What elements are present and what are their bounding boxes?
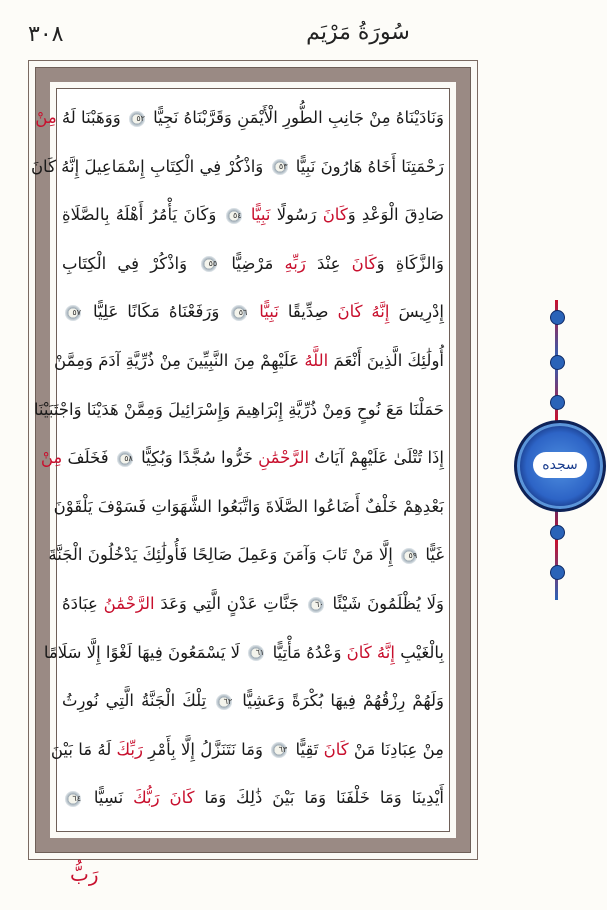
text-segment: إِدْرِيسَ (389, 302, 444, 322)
text-line (62, 582, 444, 626)
text-segment: بَعْدِهِمْ خَلْفٌ أَضَاعُوا الصَّلَاةَ وَاتَّبَعُوا الشَّهَوَاتِ فَسَوْفَ يَلْقَوْنَ (53, 496, 444, 516)
highlighted-word: كَانَ (322, 205, 348, 225)
text-line (62, 242, 444, 286)
text-segment: وَرَفَعْنَاهُ مَكَانًا عَلِيًّا (84, 302, 229, 322)
text-line (35, 96, 444, 140)
highlighted-word: نَبِيًّا (250, 205, 271, 225)
text-segment: حَمَلْنَا مَعَ نُوحٍ وَمِنْ ذُرِّيَّةِ إِبْرَاهِيمَ وَإِسْرَائِيلَ وَمِمَّنْ هَدَيْنَا وَاجْتَبَيْنَا (33, 399, 444, 419)
text-segment: عِنْدَ (305, 253, 352, 273)
text-line (48, 533, 444, 577)
text-segment: بِالْغَيْبِ (394, 642, 444, 662)
highlighted-word: الرَّحْمَٰنُ (103, 594, 155, 613)
text-line (62, 290, 444, 334)
text-line (62, 679, 444, 723)
text-line (62, 193, 444, 237)
verse-end-marker: ٥٤ (226, 208, 242, 224)
text-segment: إِذَا تُتْلَىٰ عَلَيْهِمْ آيَاتُ (309, 448, 444, 468)
ornament-bead (550, 355, 565, 370)
text-segment: رَسُولًا (270, 205, 323, 225)
sajda-label: سجده (533, 452, 587, 478)
text-segment: مَرْضِيًّا (220, 253, 285, 273)
text-segment: صَادِقَ الْوَعْدِ وَ (347, 205, 444, 225)
text-segment: وَنَادَيْنَاهُ مِنْ جَانِبِ الطُّورِ الْأَيْمَنِ وَقَرَّبْنَاهُ نَجِيًّا (147, 108, 444, 127)
ornament-bead (550, 310, 565, 325)
text-segment (160, 788, 170, 807)
text-segment: أَيْدِينَا وَمَا خَلْفَنَا وَمَا بَيْنَ ذَٰلِكَ وَمَا (194, 788, 445, 808)
verse-end-marker: ٥٣ (272, 159, 288, 175)
highlighted-word: مِنْ (35, 108, 57, 127)
text-segment: وَاذْكُرْ فِي الْكِتَابِ (62, 253, 199, 273)
text-line (40, 436, 444, 480)
page-number: ٣٠٨ (28, 22, 64, 47)
text-line (54, 339, 444, 383)
verse-end-marker: ٥٦ (231, 305, 247, 321)
text-segment: نَسِيًّا (84, 788, 134, 808)
text-segment: عِبَادَهُ (62, 594, 104, 613)
text-line (30, 145, 444, 189)
highlighted-word: رَبِّهِ (284, 253, 306, 273)
text-segment (250, 302, 259, 321)
quran-text-block (30, 96, 445, 826)
highlighted-word: نَبِيًّا (259, 302, 279, 322)
catchword: رَبُّ (70, 862, 99, 886)
highlighted-word: رَبُّكَ (133, 788, 160, 808)
sajda-ornament (512, 300, 602, 600)
text-segment: وَلَا يُظْلَمُونَ شَيْئًا (326, 594, 444, 613)
highlighted-word: الرَّحْمَٰنِ (258, 448, 310, 468)
highlighted-word: كَانَ (169, 788, 195, 808)
text-line (50, 728, 444, 772)
page-header (28, 18, 468, 58)
text-segment: غَيًّا (420, 545, 444, 565)
verse-end-marker: ٥٥ (201, 256, 217, 272)
text-line (33, 388, 444, 432)
text-line (43, 631, 444, 675)
text-segment: أُولَٰئِكَ الَّذِينَ أَنْعَمَ (328, 351, 444, 370)
verse-end-marker: ٥٩ (401, 548, 417, 564)
text-segment: وَلَهُمْ رِزْقُهُمْ فِيهَا بُكْرَةً وَعَشِيًّا (235, 691, 444, 711)
text-segment: خَرُّوا سُجَّدًا وَبُكِيًّا (135, 448, 259, 468)
highlighted-word: إِنَّهُ كَانَ (337, 302, 390, 322)
verse-end-marker: ٥٨ (117, 451, 133, 467)
verse-end-marker: ٦٣ (271, 742, 287, 758)
highlighted-word: رَبِّكَ (116, 739, 143, 759)
ornament-bead (550, 565, 565, 580)
text-segment: فَخَلَفَ (62, 448, 114, 468)
text-segment: عَلَيْهِمْ مِنَ النَّبِيِّينَ مِنْ ذُرِّيَّةِ آدَمَ وَمِمَّنْ (54, 351, 305, 370)
verse-end-marker: ٦١ (248, 645, 264, 661)
highlighted-word: كَانَ (351, 253, 377, 273)
text-segment: إِلَّا مَنْ تَابَ وَآمَنَ وَعَمِلَ صَالِحًا فَأُولَٰئِكَ يَدْخُلُونَ الْجَنَّةَ (48, 545, 399, 565)
verse-end-marker: ٦٠ (308, 597, 324, 613)
ornament-bead (550, 525, 565, 540)
surah-title: سُورَةُ مَرْيَم (306, 20, 410, 45)
text-segment: وَوَهَبْنَا لَهُ (56, 108, 126, 127)
highlighted-word: مِنْ (40, 448, 63, 468)
verse-end-marker: ٦٤ (65, 791, 81, 807)
highlighted-word: إِنَّهُ كَانَ (346, 642, 395, 662)
text-segment: وَعْدُهُ مَأْتِيًّا (267, 642, 347, 662)
text-line (53, 485, 444, 529)
text-segment: رَحْمَتِنَا أَخَاهُ هَارُونَ نَبِيًّا (290, 156, 444, 176)
ornament-bead (550, 395, 565, 410)
text-segment: مِنْ عِبَادِنَا مَنْ (348, 739, 444, 759)
sajda-medallion (514, 420, 606, 512)
text-segment: وَاذْكُرْ فِي الْكِتَابِ إِسْمَاعِيلَ إِنَّهُ كَانَ (30, 156, 269, 176)
text-segment: لَهُ مَا بَيْنَ (50, 739, 117, 759)
text-segment: جَنَّاتِ عَدْنٍ الَّتِي وَعَدَ (154, 594, 305, 613)
highlighted-word: اللَّهُ (304, 351, 329, 370)
text-segment: تِلْكَ الْجَنَّةُ الَّتِي نُورِثُ (62, 691, 214, 711)
text-line (62, 776, 444, 820)
verse-end-marker: ٥٢ (129, 111, 145, 127)
text-segment: صِدِّيقًا (278, 302, 338, 322)
text-segment: وَكَانَ يَأْمُرُ أَهْلَهُ بِالصَّلَاةِ (62, 205, 223, 225)
text-segment: وَالزَّكَاةِ وَ (376, 253, 444, 273)
highlighted-word: كَانَ (323, 739, 349, 759)
verse-end-marker: ٥٧ (65, 305, 81, 321)
text-segment: لَا يَسْمَعُونَ فِيهَا لَغْوًا إِلَّا سَلَامًا (43, 642, 246, 662)
verse-end-marker: ٦٢ (216, 694, 232, 710)
text-segment: تَقِيًّا (290, 739, 324, 759)
text-segment: وَمَا نَتَنَزَّلُ إِلَّا بِأَمْرِ (142, 739, 269, 759)
